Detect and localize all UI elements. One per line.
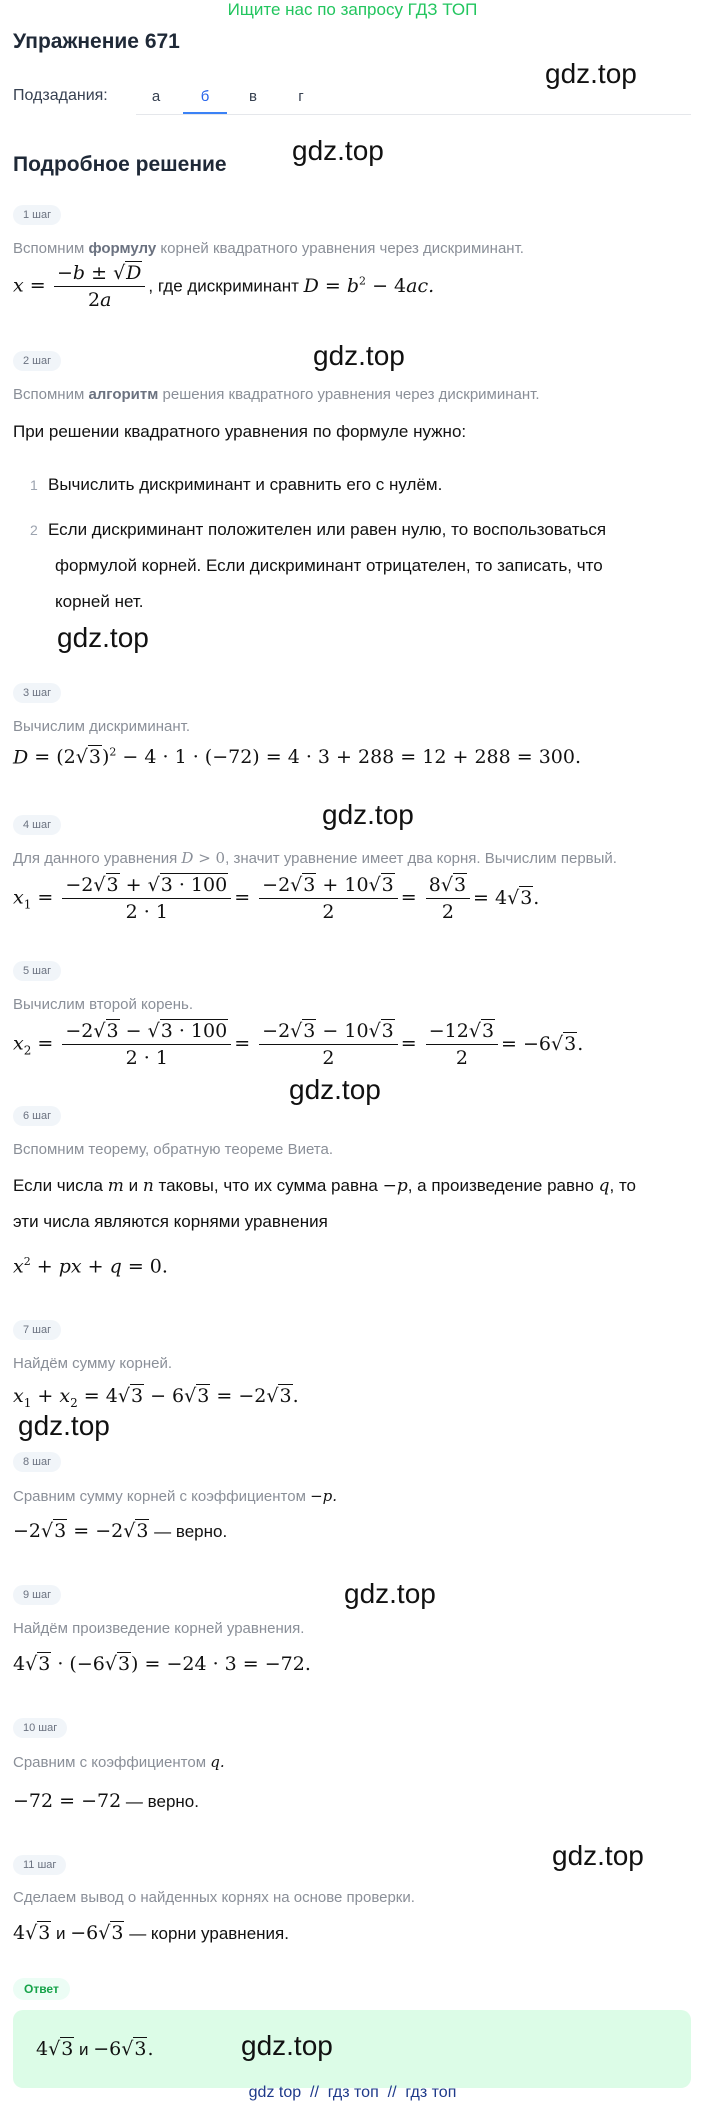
watermark: gdz.top bbox=[552, 1840, 644, 1871]
list-number: 1 bbox=[30, 477, 38, 493]
step-text: эти числа являются корнями уравнения bbox=[13, 1212, 328, 1231]
step-badge: 9 шаг bbox=[13, 1585, 61, 1605]
watermark: gdz.top bbox=[344, 1578, 436, 1609]
watermark: gdz.top bbox=[241, 2030, 333, 2061]
step-badge: 7 шаг bbox=[13, 1320, 61, 1340]
step-hint: Найдём сумму корней. bbox=[13, 1355, 173, 1372]
watermark: gdz.top bbox=[289, 1074, 381, 1105]
formula-discriminant: $D = (2√3)^2 - 4 \cdot 1 \cdot (-72) = 4 \cdot 3 + 288 = 12 + 288 = 300$. bbox=[13, 746, 582, 769]
formula-x2: $x_2$ = $\frac{-2√3 - √3 \cdot 100}{2 \cdot 1}$ = $\frac{-2√3 - 10√3}{2}$ = $\frac{-12√3}{2}$ = −6√3. bbox=[13, 1020, 584, 1069]
watermark: gdz.top bbox=[322, 799, 414, 830]
list-number: 2 bbox=[30, 522, 38, 538]
watermark: gdz.top bbox=[18, 1410, 110, 1441]
watermark: gdz.top bbox=[57, 622, 149, 653]
watermark: gdz.top bbox=[313, 340, 405, 371]
step-hint: Вычислим дискриминант. bbox=[13, 718, 190, 735]
tab-a[interactable]: а bbox=[151, 88, 161, 105]
step-badge: 8 шаг bbox=[13, 1452, 61, 1472]
step-badge: 1 шаг bbox=[13, 205, 61, 225]
formula-roots: x = $\frac{-b \pm √D}{2a}$ , где дискриминант $D = b^2 - 4ac$. bbox=[13, 262, 435, 311]
formula-sum: $x_1 + x_2 = 4√3 - 6√3 = -2√3$. bbox=[13, 1385, 299, 1410]
step-text: При решении квадратного уравнения по формуле нужно: bbox=[13, 422, 467, 441]
step-hint: Вспомним алгоритм решения квадратного уравнения через дискриминант. bbox=[13, 386, 540, 403]
tabs-divider bbox=[136, 114, 691, 115]
tab-g[interactable]: г bbox=[298, 88, 304, 105]
answer-text: 4√3 и −6√3. bbox=[36, 2038, 154, 2060]
formula-quadratic: $x^2$ + px + q = 0. bbox=[13, 1255, 168, 1278]
watermark: gdz.top bbox=[292, 135, 384, 166]
step-badge: 4 шаг bbox=[13, 815, 61, 835]
step-hint: Найдём произведение корней уравнения. bbox=[13, 1620, 305, 1637]
step-hint: Вспомним формулу корней квадратного уравнения через дискриминант. bbox=[13, 240, 524, 257]
step-result: −2√3 = −2√3 — верно. bbox=[13, 1520, 228, 1542]
answer-badge: Ответ bbox=[13, 1978, 70, 2000]
tab-b[interactable]: б bbox=[200, 88, 210, 105]
step-badge: 3 шаг bbox=[13, 683, 61, 703]
section-title: Подробное решение bbox=[13, 153, 227, 176]
top-banner[interactable]: Ищите нас по запросу ГДЗ ТОП bbox=[227, 0, 478, 19]
step-hint: Сравним сумму корней с коэффициентом −p. bbox=[13, 1487, 338, 1505]
active-tab-indicator bbox=[183, 112, 227, 114]
footer-links[interactable]: gdz top // гдз топ // гдз топ bbox=[248, 2084, 457, 2101]
formula-x1: $x_1$ = $\frac{-2√3 + √3 \cdot 100}{2 \cdot 1}$ = $\frac{-2√3 + 10√3}{2}$ = $\frac{8√3}{2}$ = 4√3. bbox=[13, 874, 540, 923]
page-title: Упражнение 671 bbox=[13, 30, 180, 53]
step-result: −72 = −72 — верно. bbox=[13, 1790, 199, 1812]
step-hint: Вычислим второй корень. bbox=[13, 996, 194, 1013]
list-item: Если дискриминант положителен или равен нулю, то воспользоваться bbox=[48, 520, 607, 539]
step-hint: Сравним с коэффициентом q. bbox=[13, 1753, 225, 1771]
list-item: формулой корней. Если дискриминант отрицателен, то записать, что bbox=[55, 556, 603, 575]
step-hint: Вспомним теорему, обратную теореме Виета. bbox=[13, 1141, 334, 1158]
formula-product: 4√3 · (−6√3) = −24 · 3 = −72. bbox=[13, 1653, 311, 1675]
tab-v[interactable]: в bbox=[249, 88, 257, 105]
list-item: Вычислить дискриминант и сравнить его с нулём. bbox=[48, 475, 443, 494]
step-hint: Для данного уравнения D > 0, значит уравнение имеет два корня. Вычислим первый. bbox=[13, 849, 617, 867]
list-item: корней нет. bbox=[55, 592, 144, 611]
watermark: gdz.top bbox=[545, 58, 637, 89]
step-badge: 11 шаг bbox=[13, 1855, 66, 1875]
step-badge: 5 шаг bbox=[13, 961, 61, 981]
step-text: Если числа m и n таковы, что их сумма равна −p, а произведение равно q, то bbox=[13, 1176, 636, 1196]
step-badge: 10 шаг bbox=[13, 1718, 67, 1738]
step-badge: 2 шаг bbox=[13, 351, 61, 371]
subtasks-label: Подзадания: bbox=[13, 87, 108, 104]
step-hint: Сделаем вывод о найденных корнях на основе проверки. bbox=[13, 1889, 415, 1906]
step-result: 4√3 и −6√3 — корни уравнения. bbox=[13, 1922, 289, 1944]
step-badge: 6 шаг bbox=[13, 1106, 61, 1126]
